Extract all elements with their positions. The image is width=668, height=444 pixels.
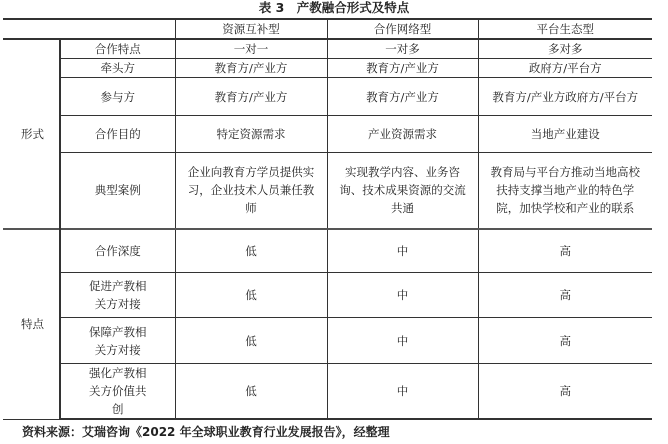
cell: 教育方/产业方 [175,78,327,116]
row-label: 促进产教相关方对接 [60,273,175,318]
group-label: 特点 [3,229,60,420]
cell: 教育方/产业方 [175,59,327,78]
cell: 高 [478,364,652,420]
cell: 多对多 [478,39,652,59]
table-row [3,153,652,229]
cell: 一对多 [327,39,478,59]
table-row [3,229,652,273]
table-row [3,318,652,364]
row-label: 强化产教相关方价值共创 [60,364,175,420]
table-row [3,78,652,116]
cell: 低 [175,273,327,318]
table-row [3,39,652,59]
table-row [3,364,652,420]
cell: 中 [327,318,478,364]
cell: 当地产业建设 [478,116,652,153]
column-header: 资源互补型 [175,19,327,39]
footnote: 资料来源：艾瑞咨询《2022 年全球职业教育行业发展报告》，经整理 [22,425,390,439]
row-label: 参与方 [60,78,175,116]
cell: 产业资源需求 [327,116,478,153]
group-label: 形式 [3,39,60,229]
column-header: 平台生态型 [478,19,652,39]
row-label: 合作目的 [60,116,175,153]
cell: 高 [478,229,652,273]
row-label: 保障产教相关方对接 [60,318,175,364]
table-row [3,59,652,78]
cell: 企业向教育方学员提供实习，企业技术人员兼任教师 [175,153,327,229]
header-row [3,19,652,39]
cell: 中 [327,229,478,273]
row-label: 合作特点 [60,39,175,59]
cell: 教育方/产业方政府方/平台方 [478,78,652,116]
table-row [3,116,652,153]
header-blank [3,19,175,39]
cell: 中 [327,273,478,318]
cell: 一对一 [175,39,327,59]
table-title: 表 3 产教融合形式及特点 [258,0,410,15]
cell: 教育方/产业方 [327,59,478,78]
column-header: 合作网络型 [327,19,478,39]
cell: 实现教学内容、业务咨询、技术成果资源的交流共通 [327,153,478,229]
cell: 高 [478,318,652,364]
cell: 低 [175,364,327,420]
cell: 教育方/产业方 [327,78,478,116]
cell: 高 [478,273,652,318]
row-label: 典型案例 [60,153,175,229]
cell: 低 [175,318,327,364]
table-row [3,273,652,318]
row-label: 合作深度 [60,229,175,273]
cell: 特定资源需求 [175,116,327,153]
fusion-table [3,18,652,420]
cell: 低 [175,229,327,273]
cell: 政府方/平台方 [478,59,652,78]
cell: 教育局与平台方推动当地高校扶持支撑当地产业的特色学院，加快学校和产业的联系 [478,153,652,229]
cell: 中 [327,364,478,420]
row-label: 牵头方 [60,59,175,78]
